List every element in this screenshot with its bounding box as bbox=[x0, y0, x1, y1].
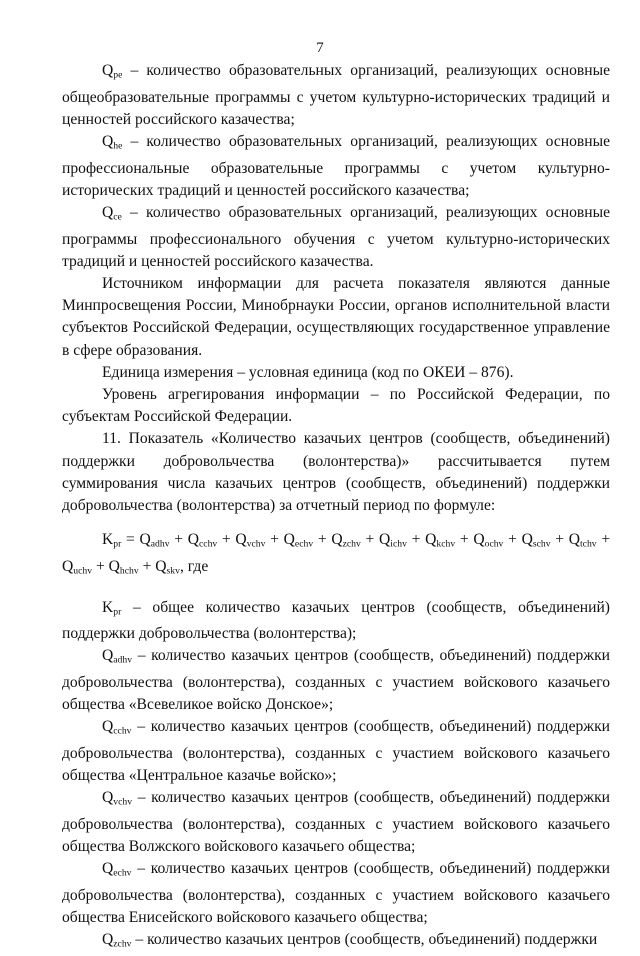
formula-definitions bbox=[62, 597, 610, 956]
formula-plus: + bbox=[138, 557, 156, 575]
variable-subscript: pe bbox=[113, 69, 123, 81]
formula-plus: + bbox=[265, 531, 284, 549]
variable-symbol bbox=[331, 531, 361, 548]
variable-symbol bbox=[235, 531, 265, 548]
variable-symbol bbox=[188, 531, 218, 548]
variable-symbol bbox=[102, 647, 132, 664]
paragraph-text: 11. Показатель «Количество казачьих центров (сообществ, объединений) поддержки добровольчества (волонтерства)» рассчитывается путем суммирования числа казачьих центров (сообществ, объединений) поддержки добровольчества (волонтерства) за отчетный период по формуле: bbox=[62, 430, 610, 515]
variable-symbol bbox=[569, 531, 597, 548]
variable-subscript: skv bbox=[166, 565, 180, 577]
paragraph bbox=[62, 428, 610, 517]
variable-subscript: kchv bbox=[436, 538, 456, 550]
formula-plus: + bbox=[550, 531, 569, 549]
variable-letter: Q bbox=[139, 531, 151, 549]
formula-plus: + bbox=[503, 531, 522, 549]
variable-symbol bbox=[284, 531, 314, 548]
variable-symbol bbox=[379, 531, 407, 548]
formula-plus: + bbox=[92, 557, 109, 575]
variable-subscript: schv bbox=[532, 538, 551, 550]
variable-subscript: pr bbox=[113, 538, 122, 550]
variable-letter: Q bbox=[473, 531, 485, 549]
paragraph bbox=[62, 131, 610, 202]
paragraph-text: Уровень агрегирования информации – по Российской Федерации, по субъектам Российской Федерации. bbox=[62, 386, 610, 426]
paragraph bbox=[62, 60, 610, 131]
variable-letter: K bbox=[102, 531, 114, 549]
formula-plus: + bbox=[169, 531, 188, 549]
variable-subscript: vchv bbox=[246, 538, 266, 550]
formula-plus: + bbox=[360, 531, 380, 549]
formula-equals: = bbox=[121, 531, 140, 549]
variable-subscript: vchv bbox=[113, 796, 133, 808]
formula-plus: + bbox=[217, 531, 236, 549]
formula-plus: + bbox=[455, 531, 474, 549]
variable-letter: Q bbox=[62, 557, 74, 575]
variable-letter: Q bbox=[102, 718, 114, 736]
definition-item bbox=[62, 929, 610, 956]
formula-plus: + bbox=[406, 531, 426, 549]
paragraph-text: – количество образовательных организаций, реализующих основные общеобразовательные программы с учетом культурно-исторических традиций и ценностей российского казачества; bbox=[62, 62, 610, 128]
variable-subscript: cchv bbox=[113, 725, 132, 737]
definition-item bbox=[62, 858, 610, 929]
variable-symbol bbox=[473, 531, 503, 548]
formula-plus: + bbox=[596, 531, 611, 549]
variable-symbol bbox=[102, 931, 132, 948]
paragraph-text: Единица измерения – условная единица (код по ОКЕИ – 876). bbox=[102, 363, 514, 381]
paragraph-text: – количество образовательных организаций, реализующих основные программы профессионального обучения с учетом культурно-исторических традиций и ценностей российского казачества. bbox=[62, 204, 610, 270]
variable-letter: Q bbox=[521, 531, 533, 549]
variable-subscript: tchv bbox=[580, 538, 597, 550]
variable-letter: Q bbox=[283, 531, 295, 549]
definition-item bbox=[62, 716, 610, 787]
variable-letter: Q bbox=[425, 531, 437, 549]
variable-symbol bbox=[102, 204, 122, 221]
variable-letter: Q bbox=[102, 860, 114, 878]
variable-symbol bbox=[522, 531, 551, 548]
paragraph bbox=[62, 384, 610, 428]
variable-subscript: ochv bbox=[484, 538, 504, 550]
formula bbox=[62, 529, 610, 582]
variable-subscript: echv bbox=[113, 867, 132, 879]
paragraph bbox=[62, 362, 610, 384]
variable-subscript: adhv bbox=[113, 654, 133, 666]
paragraph-text: – количество казачьих центров (сообществ, объединений) поддержки добровольчества (волонтерства), созданных с участием войскового казачьего общества «Центральное казачье войско»; bbox=[62, 718, 610, 785]
variable-letter: Q bbox=[187, 531, 199, 549]
paragraph-text: – общее количество казачьих центров (сообществ, объединений) поддержки добровольчества (волонтерства); bbox=[62, 598, 610, 643]
variable-letter: Q bbox=[568, 531, 580, 549]
definition-item bbox=[62, 645, 610, 716]
definition-item bbox=[62, 597, 610, 646]
variable-letter: Q bbox=[102, 204, 114, 222]
paragraph-text: – количество казачьих центров (сообществ, объединений) поддержки bbox=[131, 931, 598, 949]
paragraph-text: – количество казачьих центров (сообществ, объединений) поддержки добровольчества (волонтерства), созданных с участием войскового казачьего общества «Всевеликое войско Донское»; bbox=[62, 647, 610, 714]
variable-letter: Q bbox=[108, 557, 120, 575]
paragraph-text: – количество казачьих центров (сообществ, объединений) поддержки добровольчества (волонтерства), созданных с участием войскового казачьего общества Енисейского войскового казачьего общества; bbox=[62, 860, 610, 927]
variable-symbol bbox=[102, 62, 122, 79]
definition-item bbox=[62, 787, 610, 858]
variable-subscript: hchv bbox=[119, 565, 139, 577]
variable-subscript: ce bbox=[113, 211, 122, 223]
variable-letter: Q bbox=[102, 647, 114, 665]
variable-letter: Q bbox=[331, 531, 343, 549]
formula-plus: + bbox=[313, 531, 332, 549]
variable-symbol bbox=[102, 599, 121, 616]
paragraph-text: – количество казачьих центров (сообществ, объединений) поддержки добровольчества (волонтерства), созданных с участием войскового казачьего общества Волжского войскового казачьего общества; bbox=[62, 789, 610, 856]
variable-symbol bbox=[102, 133, 122, 150]
variable-letter: Q bbox=[379, 531, 391, 549]
variable-letter: Q bbox=[235, 531, 247, 549]
variable-subscript: pr bbox=[113, 605, 122, 617]
variable-symbol bbox=[102, 718, 132, 735]
variable-symbol bbox=[109, 558, 139, 575]
variable-subscript: ichv bbox=[390, 538, 407, 550]
variable-symbol bbox=[102, 531, 121, 548]
variable-symbol bbox=[62, 558, 92, 575]
variable-letter: Q bbox=[155, 557, 167, 575]
variable-subscript: zchv bbox=[113, 938, 132, 950]
variable-letter: K bbox=[102, 598, 114, 616]
variable-letter: Q bbox=[102, 789, 114, 807]
variable-symbol bbox=[155, 558, 180, 575]
variable-symbol bbox=[140, 531, 170, 548]
intro-paragraphs bbox=[62, 60, 610, 517]
variable-subscript: cchv bbox=[199, 538, 218, 550]
variable-letter: Q bbox=[102, 931, 114, 949]
variable-letter: Q bbox=[102, 133, 114, 151]
paragraph-text: Источником информации для расчета показателя являются данные Минпросвещения России, Минобрнауки России, органов исполнительной власти субъектов Российской Федерации, осуществляющих государственное управление в сфере образования. bbox=[62, 275, 610, 359]
variable-subscript: uchv bbox=[73, 565, 93, 577]
paragraph-text: – количество образовательных организаций, реализующих основные профессиональные образовательные программы с учетом культурно-исторических традиций и ценностей российского казачества; bbox=[62, 133, 610, 199]
paragraph bbox=[62, 273, 610, 362]
document-body bbox=[62, 60, 610, 956]
page-number: 7 bbox=[316, 40, 324, 56]
variable-subscript: adhv bbox=[150, 538, 170, 550]
variable-symbol bbox=[102, 860, 132, 877]
paragraph bbox=[62, 202, 610, 273]
variable-letter: Q bbox=[102, 62, 114, 79]
variable-subscript: zchv bbox=[342, 538, 361, 550]
variable-symbol bbox=[102, 789, 132, 806]
variable-subscript: echv bbox=[294, 538, 314, 550]
formula-suffix: , где bbox=[179, 557, 209, 575]
variable-symbol bbox=[425, 531, 455, 548]
variable-subscript: he bbox=[113, 140, 123, 152]
